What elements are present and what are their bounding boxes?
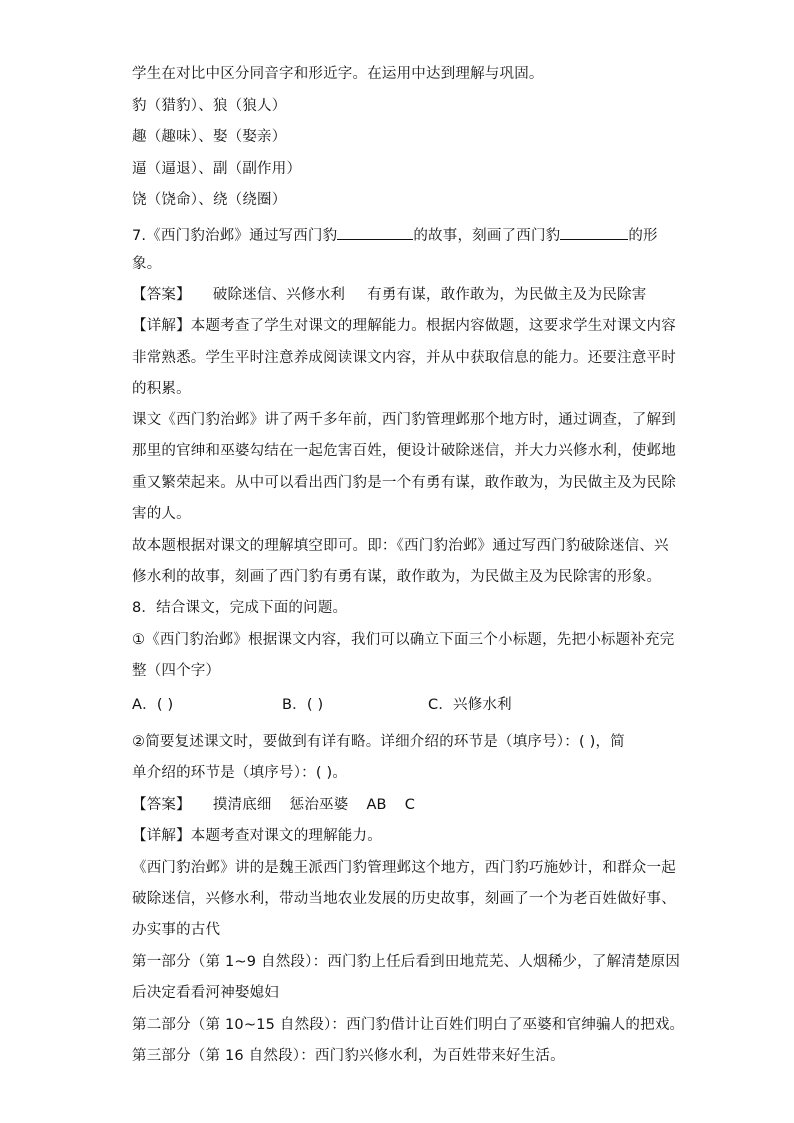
answer-value: AB xyxy=(366,797,387,813)
text-line: 【详解】本题考查了学生对课文的理解能力。根据内容做题，这要求学生对课文内容 xyxy=(132,318,676,334)
answer-value: 有勇有谋，敢作敢为，为民做主及为民除害 xyxy=(367,287,647,303)
text-line: 第三部分（第 16 自然段）：西门豹兴修水利，为百姓带来好生活。 xyxy=(132,1048,565,1064)
text-line: 《西门豹治邺》讲的是魏王派西门豹管理邺这个地方，西门豹巧施妙计，和群众一起 xyxy=(132,860,676,876)
text-line: ②简要复述课文时，要做到有详有略。详细介绍的环节是（填序号）：( )，简 xyxy=(132,734,625,750)
answer-line xyxy=(132,798,415,813)
text-line: 豹（猎豹）、狼（狼人） xyxy=(132,98,287,114)
answer-value: C xyxy=(404,797,416,813)
question-7 xyxy=(132,225,658,244)
text-line: 后决定看看河神娶媳妇 xyxy=(132,985,279,1001)
question-7-text: 7.《西门豹治邺》通过写西门豹 xyxy=(132,228,338,244)
text-line: 故本题根据对课文的理解填空即可。即：《西门豹治邺》通过写西门豹破除迷信、兴 xyxy=(132,538,669,554)
text-line: 第二部分（第 10~15 自然段）：西门豹借计让百姓们明白了巫婆和官绅骗人的把戏。 xyxy=(132,1017,685,1033)
text-line: 破除迷信，兴修水利，带动当地农业发展的历史故事，刻画了一个为老百姓做好事、 xyxy=(132,891,676,907)
text-line: 整（四个字） xyxy=(132,663,221,679)
text-line: 单介绍的环节是（填序号）：( )。 xyxy=(132,765,348,781)
text-line: 学生在对比中区分同音字和形近字。在运用中达到理解与巩固。 xyxy=(132,66,544,82)
text-line: 的积累。 xyxy=(132,381,191,397)
option-b: B．( ) xyxy=(282,697,324,713)
text-line: 课文《西门豹治邺》讲了两千多年前，西门豹管理邺那个地方时，通过调查，了解到 xyxy=(132,412,676,428)
answer-blank xyxy=(560,225,628,240)
text-line: 办实事的古代 xyxy=(132,922,221,938)
answer-tag: 【答案】 xyxy=(132,797,191,813)
answer-blank xyxy=(337,225,413,240)
text-line: 第一部分（第 1~9 自然段）：西门豹上任后看到田地荒芜、人烟稀少，了解清楚原因 xyxy=(132,954,681,970)
answer-value: 摸清底细 xyxy=(212,797,272,813)
answer-tag: 【答案】 xyxy=(132,287,191,303)
text-line: 害的人。 xyxy=(132,506,191,522)
text-line: 象。 xyxy=(132,256,162,272)
text-line: 【详解】本题考查对课文的理解能力。 xyxy=(132,828,382,844)
answer-line xyxy=(132,288,646,303)
answer-value: 破除迷信、兴修水利 xyxy=(212,287,346,303)
option-c: C．兴修水利 xyxy=(428,697,512,713)
question-8: 8．结合课文，完成下面的问题。 xyxy=(132,600,348,616)
text-line: 重又繁荣起来。从中可以看出西门豹是一个有勇有谋，敢作敢为，为民做主及为民除 xyxy=(132,475,676,491)
text-line: 修水利的故事，刻画了西门豹有勇有谋，敢作敢为，为民做主及为民除害的形象。 xyxy=(132,569,662,585)
text-line: ①《西门豹治邺》根据课文内容，我们可以确立下面三个小标题，先把小标题补充完 xyxy=(132,632,675,648)
option-a: A．( ) xyxy=(132,697,174,713)
answer-value: 惩治巫婆 xyxy=(289,797,349,813)
text-line: 非常熟悉。学生平时注意养成阅读课文内容，并从中获取信息的能力。还要注意平时 xyxy=(132,350,676,366)
text-line: 趣（趣味）、娶（娶亲） xyxy=(132,129,287,145)
text-line: 逼（逼退）、副（副作用） xyxy=(132,161,302,177)
text-line: 饶（饶命）、绕（绕圈） xyxy=(132,192,287,208)
question-7-text: 的故事，刻画了西门豹 xyxy=(413,228,561,244)
question-7-text: 的形 xyxy=(628,228,658,244)
text-line: 那里的官绅和巫婆勾结在一起危害百姓，便设计破除迷信，并大力兴修水利，使邺地 xyxy=(132,443,676,459)
